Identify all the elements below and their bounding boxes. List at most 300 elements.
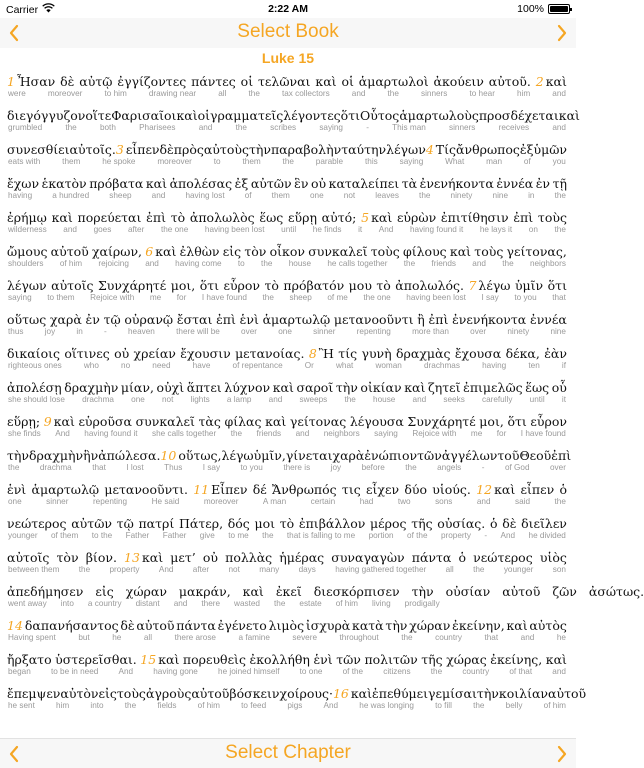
greek-word[interactable]: ἐνενήκοντα — [419, 176, 494, 191]
greek-word[interactable]: καὶ — [265, 414, 287, 429]
greek-word[interactable]: ἐπὶ — [216, 312, 236, 327]
greek-word[interactable]: νεώτερος — [473, 550, 533, 565]
greek-word[interactable]: ἀσώτως. — [588, 584, 644, 599]
greek-word[interactable]: λιμὸς — [268, 618, 305, 633]
greek-word[interactable]: οὐ — [202, 550, 218, 565]
greek-word[interactable]: εὑρὼν — [396, 210, 437, 225]
greek-line — [7, 612, 567, 633]
greek-word[interactable]: μετανοοῦντι — [333, 312, 414, 327]
greek-word[interactable]: αὐτοῦ — [548, 686, 587, 701]
greek-word[interactable]: ἔπεμψεν — [7, 686, 61, 701]
greek-word[interactable]: ἐκείνης, — [490, 652, 543, 667]
greek-word[interactable]: λέγων — [7, 278, 47, 293]
greek-word[interactable]: ἅπτει — [186, 380, 222, 395]
greek-word[interactable] — [468, 278, 510, 293]
greek-word[interactable]: ἑνὶ — [7, 482, 27, 497]
greek-word[interactable]: βίον. — [85, 550, 117, 565]
greek-word[interactable] — [160, 448, 221, 463]
greek-word[interactable]: χαρὰ — [49, 312, 82, 327]
greek-word[interactable]: εὕρῃ — [288, 210, 317, 225]
greek-word[interactable]: φίλας — [224, 414, 262, 429]
greek-word[interactable]: λύχνον — [224, 380, 271, 395]
greek-word[interactable]: ὁ — [559, 482, 567, 497]
english-gloss: the — [262, 531, 274, 540]
greek-word[interactable]: οὐχὶ — [156, 380, 185, 395]
greek-word[interactable]: δύο — [404, 482, 427, 497]
english-gloss: the — [473, 565, 485, 574]
greek-word[interactable]: ὅτι — [547, 278, 567, 293]
greek-word[interactable]: πολιτῶν — [364, 652, 418, 667]
greek-word[interactable]: χοίρους· — [279, 686, 333, 701]
greek-word[interactable]: ἀπολωλός. — [395, 278, 465, 293]
greek-word[interactable]: ἀπεδήμησεν — [7, 584, 84, 599]
greek-word[interactable] — [309, 346, 334, 361]
greek-word[interactable]: χρείαν — [133, 346, 176, 361]
greek-word[interactable]: κοιλίαν — [498, 686, 549, 701]
greek-word[interactable]: εἰς — [98, 686, 117, 701]
greek-word[interactable]: ἀγροὺς — [145, 686, 192, 701]
greek-word[interactable]: δὲ — [120, 618, 135, 633]
greek-word[interactable]: μου — [348, 278, 372, 293]
english-gloss-line — [7, 701, 567, 714]
greek-word[interactable]: μακράν, — [178, 584, 231, 599]
greek-word[interactable]: διεγόγγυζον — [7, 108, 86, 123]
greek-word[interactable]: λέγουσα — [349, 414, 404, 429]
greek-word[interactable]: ἐξ — [234, 176, 249, 191]
greek-word[interactable]: ἐκολλήθη — [249, 652, 310, 667]
greek-word[interactable]: ὑστερεῖσθαι. — [55, 652, 137, 667]
greek-word[interactable]: χώραν — [409, 618, 451, 633]
greek-word[interactable]: αὐτὸς — [529, 618, 567, 633]
greek-word[interactable]: σαροῖ — [296, 380, 334, 395]
english-gloss: and — [173, 599, 188, 608]
greek-word[interactable]: καὶ — [545, 652, 567, 667]
greek-word[interactable]: προσδέχεται — [478, 108, 559, 123]
greek-word[interactable]: καταλείπει — [328, 176, 400, 191]
greek-word[interactable]: ἐγγίζοντες — [117, 74, 187, 89]
greek-word[interactable]: ἁμαρτωλῷ — [262, 312, 331, 327]
greek-word[interactable]: ἐπιβάλλον — [298, 516, 366, 531]
greek-word[interactable] — [44, 414, 75, 429]
greek-word[interactable] — [7, 74, 55, 89]
greek-word[interactable]: οὐσίαν — [445, 584, 491, 599]
greek-word[interactable]: δός — [227, 516, 250, 531]
greek-word[interactable]: εἰς — [222, 244, 242, 259]
greek-word[interactable]: αὐτῶν — [71, 516, 112, 531]
greek-word[interactable]: καὶ — [315, 74, 337, 89]
greek-word[interactable]: ἀκούειν — [433, 74, 484, 89]
english-gloss: tax collectors — [281, 89, 330, 98]
greek-word[interactable]: αὐτοῖς — [51, 278, 94, 293]
greek-word[interactable]: δικαίοις — [7, 346, 61, 361]
greek-word[interactable]: ὁ — [489, 516, 498, 531]
english-gloss: the — [261, 259, 273, 268]
greek-word[interactable] — [7, 618, 119, 633]
chevron-right-icon[interactable] — [552, 22, 572, 44]
greek-word[interactable]: ζητεῖ — [427, 380, 461, 395]
greek-word[interactable]: ὑμῖν, — [253, 448, 286, 463]
greek-word[interactable]: τῆς — [411, 516, 433, 531]
greek-word[interactable]: ἀπολέσῃ — [7, 380, 62, 395]
greek-word[interactable]: πάντα — [176, 618, 216, 633]
greek-word[interactable] — [145, 244, 176, 259]
english-gloss: righteous ones — [8, 361, 62, 370]
greek-word[interactable]: συναγαγὼν — [331, 550, 405, 565]
greek-word[interactable]: νεώτερος — [7, 516, 67, 531]
greek-word[interactable]: τῶν — [417, 448, 442, 463]
greek-word[interactable]: ἐπὶ — [513, 210, 534, 225]
greek-word[interactable]: οὗ — [551, 380, 567, 395]
greek-word[interactable]: πρὸς — [173, 142, 204, 157]
greek-word[interactable]: διεῖλεν — [521, 516, 567, 531]
greek-word-text: καὶ — [494, 482, 516, 497]
greek-word[interactable]: χαίρων, — [91, 244, 143, 259]
english-gloss: need — [152, 361, 171, 370]
greek-word[interactable]: ὅτι — [199, 278, 220, 293]
greek-word[interactable]: γείτονας, — [506, 244, 567, 259]
greek-word[interactable]: τῆς — [421, 652, 443, 667]
interlinear-line — [7, 646, 567, 680]
greek-word[interactable]: γραμματεῖς — [210, 108, 284, 123]
english-gloss: and — [351, 89, 366, 98]
greek-word[interactable]: πρόβατόν — [283, 278, 345, 293]
greek-word[interactable] — [536, 74, 567, 89]
english-gloss: carefully — [481, 395, 513, 404]
greek-word[interactable]: οἰκίαν — [360, 380, 402, 395]
greek-word[interactable]: τίς — [338, 346, 358, 361]
greek-word[interactable]: χαρὰ — [332, 448, 365, 463]
greek-word[interactable]: τοὺς — [537, 210, 567, 225]
greek-word-text: Ἢ — [318, 346, 334, 361]
greek-word[interactable]: ἁμαρτωλῷ — [31, 482, 100, 497]
greek-word[interactable]: αὐτὸν — [60, 686, 99, 701]
english-gloss: one — [131, 395, 145, 404]
greek-word[interactable]: ἐπιτίθησιν — [440, 210, 509, 225]
greek-word[interactable]: τὰς — [198, 414, 221, 429]
english-gloss: of him — [197, 701, 220, 710]
greek-word[interactable]: ἁμαρτωλοὺς — [399, 108, 479, 123]
greek-word[interactable]: μετ’ — [170, 550, 196, 565]
greek-word[interactable]: οὐ — [114, 346, 130, 361]
greek-word[interactable]: οἱ — [197, 108, 211, 123]
greek-word[interactable] — [476, 482, 515, 497]
greek-word[interactable]: μετανοίας. — [235, 346, 305, 361]
greek-word[interactable]: καὶ — [506, 618, 528, 633]
greek-word[interactable]: ἀπολωλὸς — [189, 210, 255, 225]
greek-word[interactable]: τὴν — [7, 448, 30, 463]
greek-word[interactable]: καὶ — [404, 380, 426, 395]
greek-word[interactable]: λέγων — [386, 142, 426, 157]
select-book-button[interactable]: Select Book — [237, 21, 339, 42]
greek-word[interactable]: λέγοντες — [283, 108, 341, 123]
english-gloss: the — [554, 497, 566, 506]
greek-word[interactable]: καὶ — [242, 584, 264, 599]
greek-word[interactable]: μίαν, — [120, 380, 154, 395]
greek-word[interactable]: χώραν — [125, 584, 167, 599]
english-gloss: she calls together — [152, 429, 217, 438]
greek-word[interactable]: καὶ — [449, 244, 472, 259]
greek-word[interactable]: ἐννέα — [496, 176, 534, 191]
greek-word[interactable]: ἔχων — [7, 176, 40, 191]
greek-word[interactable]: τὴν — [411, 584, 434, 599]
greek-word[interactable]: μοι, — [170, 278, 196, 293]
english-gloss: the — [230, 429, 243, 438]
greek-word[interactable]: βόσκειν — [229, 686, 280, 701]
greek-word[interactable]: πολλὰς — [225, 550, 273, 565]
greek-word[interactable]: τὰ — [401, 176, 418, 191]
greek-word[interactable]: ἔσται — [176, 312, 213, 327]
greek-word[interactable]: οἵτινες — [64, 346, 110, 361]
greek-word[interactable]: γείτονας — [289, 414, 347, 429]
english-gloss: him — [56, 701, 70, 710]
greek-word[interactable]: καὶ — [558, 108, 580, 123]
greek-word[interactable]: ἐνώπιον — [364, 448, 418, 463]
greek-word[interactable]: λέγω — [221, 448, 254, 463]
greek-word[interactable]: ἤρξατο — [7, 652, 52, 667]
greek-word[interactable]: τὸ — [264, 278, 279, 293]
greek-word[interactable]: αὐτοῦ — [136, 618, 175, 633]
greek-word[interactable]: οἶκον — [269, 244, 305, 259]
greek-word[interactable]: ἐγένετο — [217, 618, 267, 633]
greek-word[interactable]: δραχμὰς — [396, 346, 451, 361]
greek-word[interactable]: οὕτως — [7, 312, 47, 327]
greek-word[interactable]: κατὰ — [352, 618, 384, 633]
greek-word[interactable]: αὐτοῦ — [50, 244, 89, 259]
english-gloss: severe — [292, 633, 317, 642]
greek-word[interactable]: πορευθεὶς — [182, 652, 246, 667]
greek-word[interactable]: ἐπὶ — [428, 312, 449, 327]
greek-word[interactable]: αὐτοῦ — [502, 584, 541, 599]
greek-word[interactable]: ἐλθὼν — [179, 244, 220, 259]
english-gloss: and — [151, 191, 166, 200]
greek-word[interactable]: ἐπεθύμει — [372, 686, 429, 701]
greek-word[interactable]: αὐτοῦ. — [488, 74, 531, 89]
greek-word[interactable]: δραχμὴν — [64, 380, 119, 395]
greek-word[interactable]: Θεοῦ — [519, 448, 552, 463]
greek-word-text: καὶ — [141, 550, 164, 565]
interlinear-text[interactable] — [0, 48, 644, 738]
greek-word[interactable]: ἰσχυρὰ — [305, 618, 351, 633]
greek-word[interactable]: οὐρανῷ — [124, 312, 174, 327]
greek-word[interactable]: αὐτῶν — [250, 176, 292, 191]
greek-word[interactable]: οἱ — [240, 74, 254, 89]
greek-word[interactable]: ἐπὶ — [551, 448, 572, 463]
greek-word[interactable] — [361, 210, 392, 225]
greek-word[interactable]: πορεύεται — [77, 210, 142, 225]
greek-word[interactable]: γίνεται — [285, 448, 333, 463]
greek-word[interactable]: ἄνθρωπος — [456, 142, 520, 157]
greek-word[interactable]: δὲ — [159, 142, 174, 157]
greek-word[interactable]: πρόβατα — [89, 176, 144, 191]
greek-word[interactable]: συνκαλεῖ — [308, 244, 368, 259]
greek-word[interactable]: δέ — [252, 482, 267, 497]
greek-word[interactable]: αὐτό; — [321, 210, 357, 225]
greek-word-text: Τίς — [435, 142, 457, 157]
greek-word[interactable]: ὅτι — [507, 414, 527, 429]
greek-word[interactable]: ἑνὶ — [239, 312, 259, 327]
greek-word[interactable]: τῷ — [103, 312, 121, 327]
greek-word[interactable]: ἐρήμῳ — [7, 210, 47, 225]
greek-word[interactable] — [426, 142, 456, 157]
greek-word[interactable]: ἐπὶ — [146, 210, 166, 225]
greek-word[interactable]: χώρας — [446, 652, 487, 667]
greek-word[interactable]: γυνὴ — [361, 346, 392, 361]
greek-word[interactable]: ἑκατὸν — [41, 176, 87, 191]
greek-word[interactable]: παραβολὴν — [270, 142, 342, 157]
english-gloss: it — [358, 225, 363, 234]
greek-word[interactable]: αὐτοὺς — [203, 142, 249, 157]
greek-word[interactable]: δραχμὴν — [29, 448, 84, 463]
greek-word[interactable]: καὶ — [176, 108, 198, 123]
greek-word[interactable]: ἐν — [85, 312, 100, 327]
greek-word[interactable]: γεμίσαι — [428, 686, 477, 701]
greek-word[interactable]: οὐ — [310, 176, 327, 191]
greek-word[interactable]: ζῶν — [552, 584, 577, 599]
greek-word[interactable]: ἁμαρτωλοὶ — [358, 74, 429, 89]
greek-word[interactable]: ἐὰν — [544, 346, 567, 361]
greek-word[interactable]: τοῦ — [497, 448, 520, 463]
greek-word[interactable]: ὑμῶν — [533, 142, 567, 157]
greek-word[interactable]: ἀπώλεσα. — [98, 448, 161, 463]
greek-word[interactable]: μοι, — [479, 414, 504, 429]
greek-word[interactable]: ἐξ — [519, 142, 534, 157]
greek-word[interactable]: τις — [341, 482, 361, 497]
english-gloss: the — [274, 599, 286, 608]
greek-word[interactable]: Οὗτος — [360, 108, 400, 123]
greek-word[interactable]: εὗρον — [530, 414, 567, 429]
greek-word[interactable]: εὗρον — [223, 278, 261, 293]
greek-word[interactable]: δὲ — [502, 516, 517, 531]
greek-word[interactable]: τῷ — [116, 516, 134, 531]
greek-word[interactable]: ὑμῖν — [514, 278, 544, 293]
greek-word[interactable]: Ἄνθρωπός — [272, 482, 337, 497]
greek-word[interactable] — [140, 652, 179, 667]
greek-word[interactable]: ἐκείνην, — [452, 618, 505, 633]
greek-word[interactable]: ταύτην — [341, 142, 387, 157]
greek-word[interactable]: οἱ — [341, 74, 354, 89]
greek-word[interactable]: Φαρισαῖοι — [111, 108, 177, 123]
greek-word[interactable]: ἔχουσα — [454, 346, 502, 361]
greek-word[interactable]: εὕρῃ; — [7, 414, 41, 429]
greek-word[interactable]: δὲ — [60, 74, 75, 89]
greek-word[interactable]: τὸ — [170, 210, 186, 225]
greek-word[interactable]: ὅτι — [340, 108, 361, 123]
greek-word[interactable]: τὴν — [248, 142, 271, 157]
greek-word[interactable]: τὴν — [476, 686, 499, 701]
select-chapter-button[interactable]: Select Chapter — [225, 742, 351, 763]
greek-word[interactable]: υἱούς. — [432, 482, 471, 497]
greek-word[interactable]: τὸ — [279, 516, 295, 531]
greek-word[interactable]: αὐτοῦ — [191, 686, 230, 701]
greek-word[interactable]: εἶχεν — [366, 482, 400, 497]
greek-word[interactable]: ἡμέρας — [279, 550, 325, 565]
greek-word[interactable]: καὶ — [272, 380, 294, 395]
greek-word[interactable]: ἕως — [259, 210, 284, 225]
greek-word[interactable]: τοὺς — [370, 244, 400, 259]
greek-word[interactable]: πάντες — [191, 74, 236, 89]
chevron-right-icon[interactable] — [552, 743, 572, 765]
greek-word[interactable]: ἐκεῖ — [275, 584, 302, 599]
greek-word[interactable]: ἀπολέσας — [169, 176, 233, 191]
greek-word[interactable]: ὁ — [458, 550, 467, 565]
greek-word[interactable]: εὑροῦσα — [78, 414, 132, 429]
greek-word[interactable]: τε — [97, 108, 112, 123]
greek-word[interactable]: φίλους — [402, 244, 447, 259]
greek-word[interactable]: ἣν — [83, 448, 99, 463]
greek-line — [7, 578, 644, 599]
greek-word[interactable]: συνεσθίει — [7, 142, 70, 157]
greek-word[interactable] — [116, 142, 160, 157]
english-gloss: eats with — [8, 157, 41, 166]
greek-word[interactable]: μοι — [254, 516, 276, 531]
english-gloss: them — [62, 157, 81, 166]
greek-word-text: δαπανήσαντος — [24, 618, 119, 633]
greek-word[interactable]: τῶν — [336, 652, 361, 667]
greek-word[interactable]: Πάτερ, — [178, 516, 224, 531]
greek-word[interactable]: ἑνὶ — [313, 652, 333, 667]
english-gloss: there arose — [174, 633, 216, 642]
greek-word[interactable]: εἰς — [95, 584, 114, 599]
greek-word[interactable]: Συνχάρητέ — [407, 414, 476, 429]
greek-word[interactable]: ἐνενήκοντα — [452, 312, 527, 327]
greek-word[interactable]: ἐν — [535, 176, 551, 191]
greek-word[interactable]: ὤμους — [7, 244, 48, 259]
greek-word[interactable]: ἐννέα — [529, 312, 567, 327]
greek-word[interactable]: οἵ — [85, 108, 98, 123]
greek-word[interactable]: τὴν — [335, 380, 358, 395]
greek-word[interactable]: οὐσίας. — [437, 516, 486, 531]
english-gloss: I have found — [520, 429, 566, 438]
greek-word[interactable]: δέκα, — [505, 346, 540, 361]
greek-word[interactable]: καὶ — [145, 176, 168, 191]
greek-word[interactable]: τῇ — [552, 176, 567, 191]
english-gloss: in — [76, 327, 83, 336]
greek-word[interactable] — [193, 482, 247, 497]
greek-word[interactable] — [333, 686, 372, 701]
greek-word[interactable]: ἀγγέλων — [441, 448, 498, 463]
greek-word[interactable]: αὐτοῖς. — [69, 142, 116, 157]
greek-word[interactable]: μέρος — [370, 516, 407, 531]
greek-word[interactable]: πάντα — [411, 550, 452, 565]
greek-word[interactable] — [124, 550, 163, 565]
greek-word[interactable]: τελῶναι — [258, 74, 311, 89]
english-gloss: property — [109, 565, 140, 574]
greek-word[interactable]: αὐτῷ — [79, 74, 113, 89]
greek-word[interactable]: πατρί — [138, 516, 175, 531]
greek-word[interactable]: μετανοοῦντι. — [104, 482, 188, 497]
greek-word[interactable]: συνκαλεῖ — [135, 414, 195, 429]
greek-word[interactable]: ἐπιμελῶς — [463, 380, 523, 395]
greek-word[interactable]: ἔχουσιν — [180, 346, 231, 361]
greek-word[interactable]: τὸν — [244, 244, 267, 259]
greek-word[interactable]: τοὺς — [116, 686, 146, 701]
english-gloss: repenting — [356, 327, 391, 336]
greek-word[interactable]: εἶπεν — [520, 482, 555, 497]
greek-word[interactable]: ἢ — [417, 312, 425, 327]
greek-word[interactable]: Συνχάρητέ — [97, 278, 167, 293]
greek-word[interactable]: αὐτοῖς — [7, 550, 50, 565]
greek-word[interactable]: υἱὸς — [539, 550, 567, 565]
greek-word[interactable]: καὶ — [51, 210, 73, 225]
greek-word[interactable]: τὴν — [385, 618, 408, 633]
greek-word[interactable]: τὸ — [376, 278, 391, 293]
greek-word[interactable]: ἓν — [294, 176, 309, 191]
greek-word[interactable]: τὸν — [56, 550, 79, 565]
greek-word[interactable]: τοὺς — [474, 244, 504, 259]
greek-word[interactable]: διεσκόρπισεν — [313, 584, 400, 599]
interlinear-line — [7, 238, 567, 272]
greek-word[interactable]: ἕως — [525, 380, 550, 395]
